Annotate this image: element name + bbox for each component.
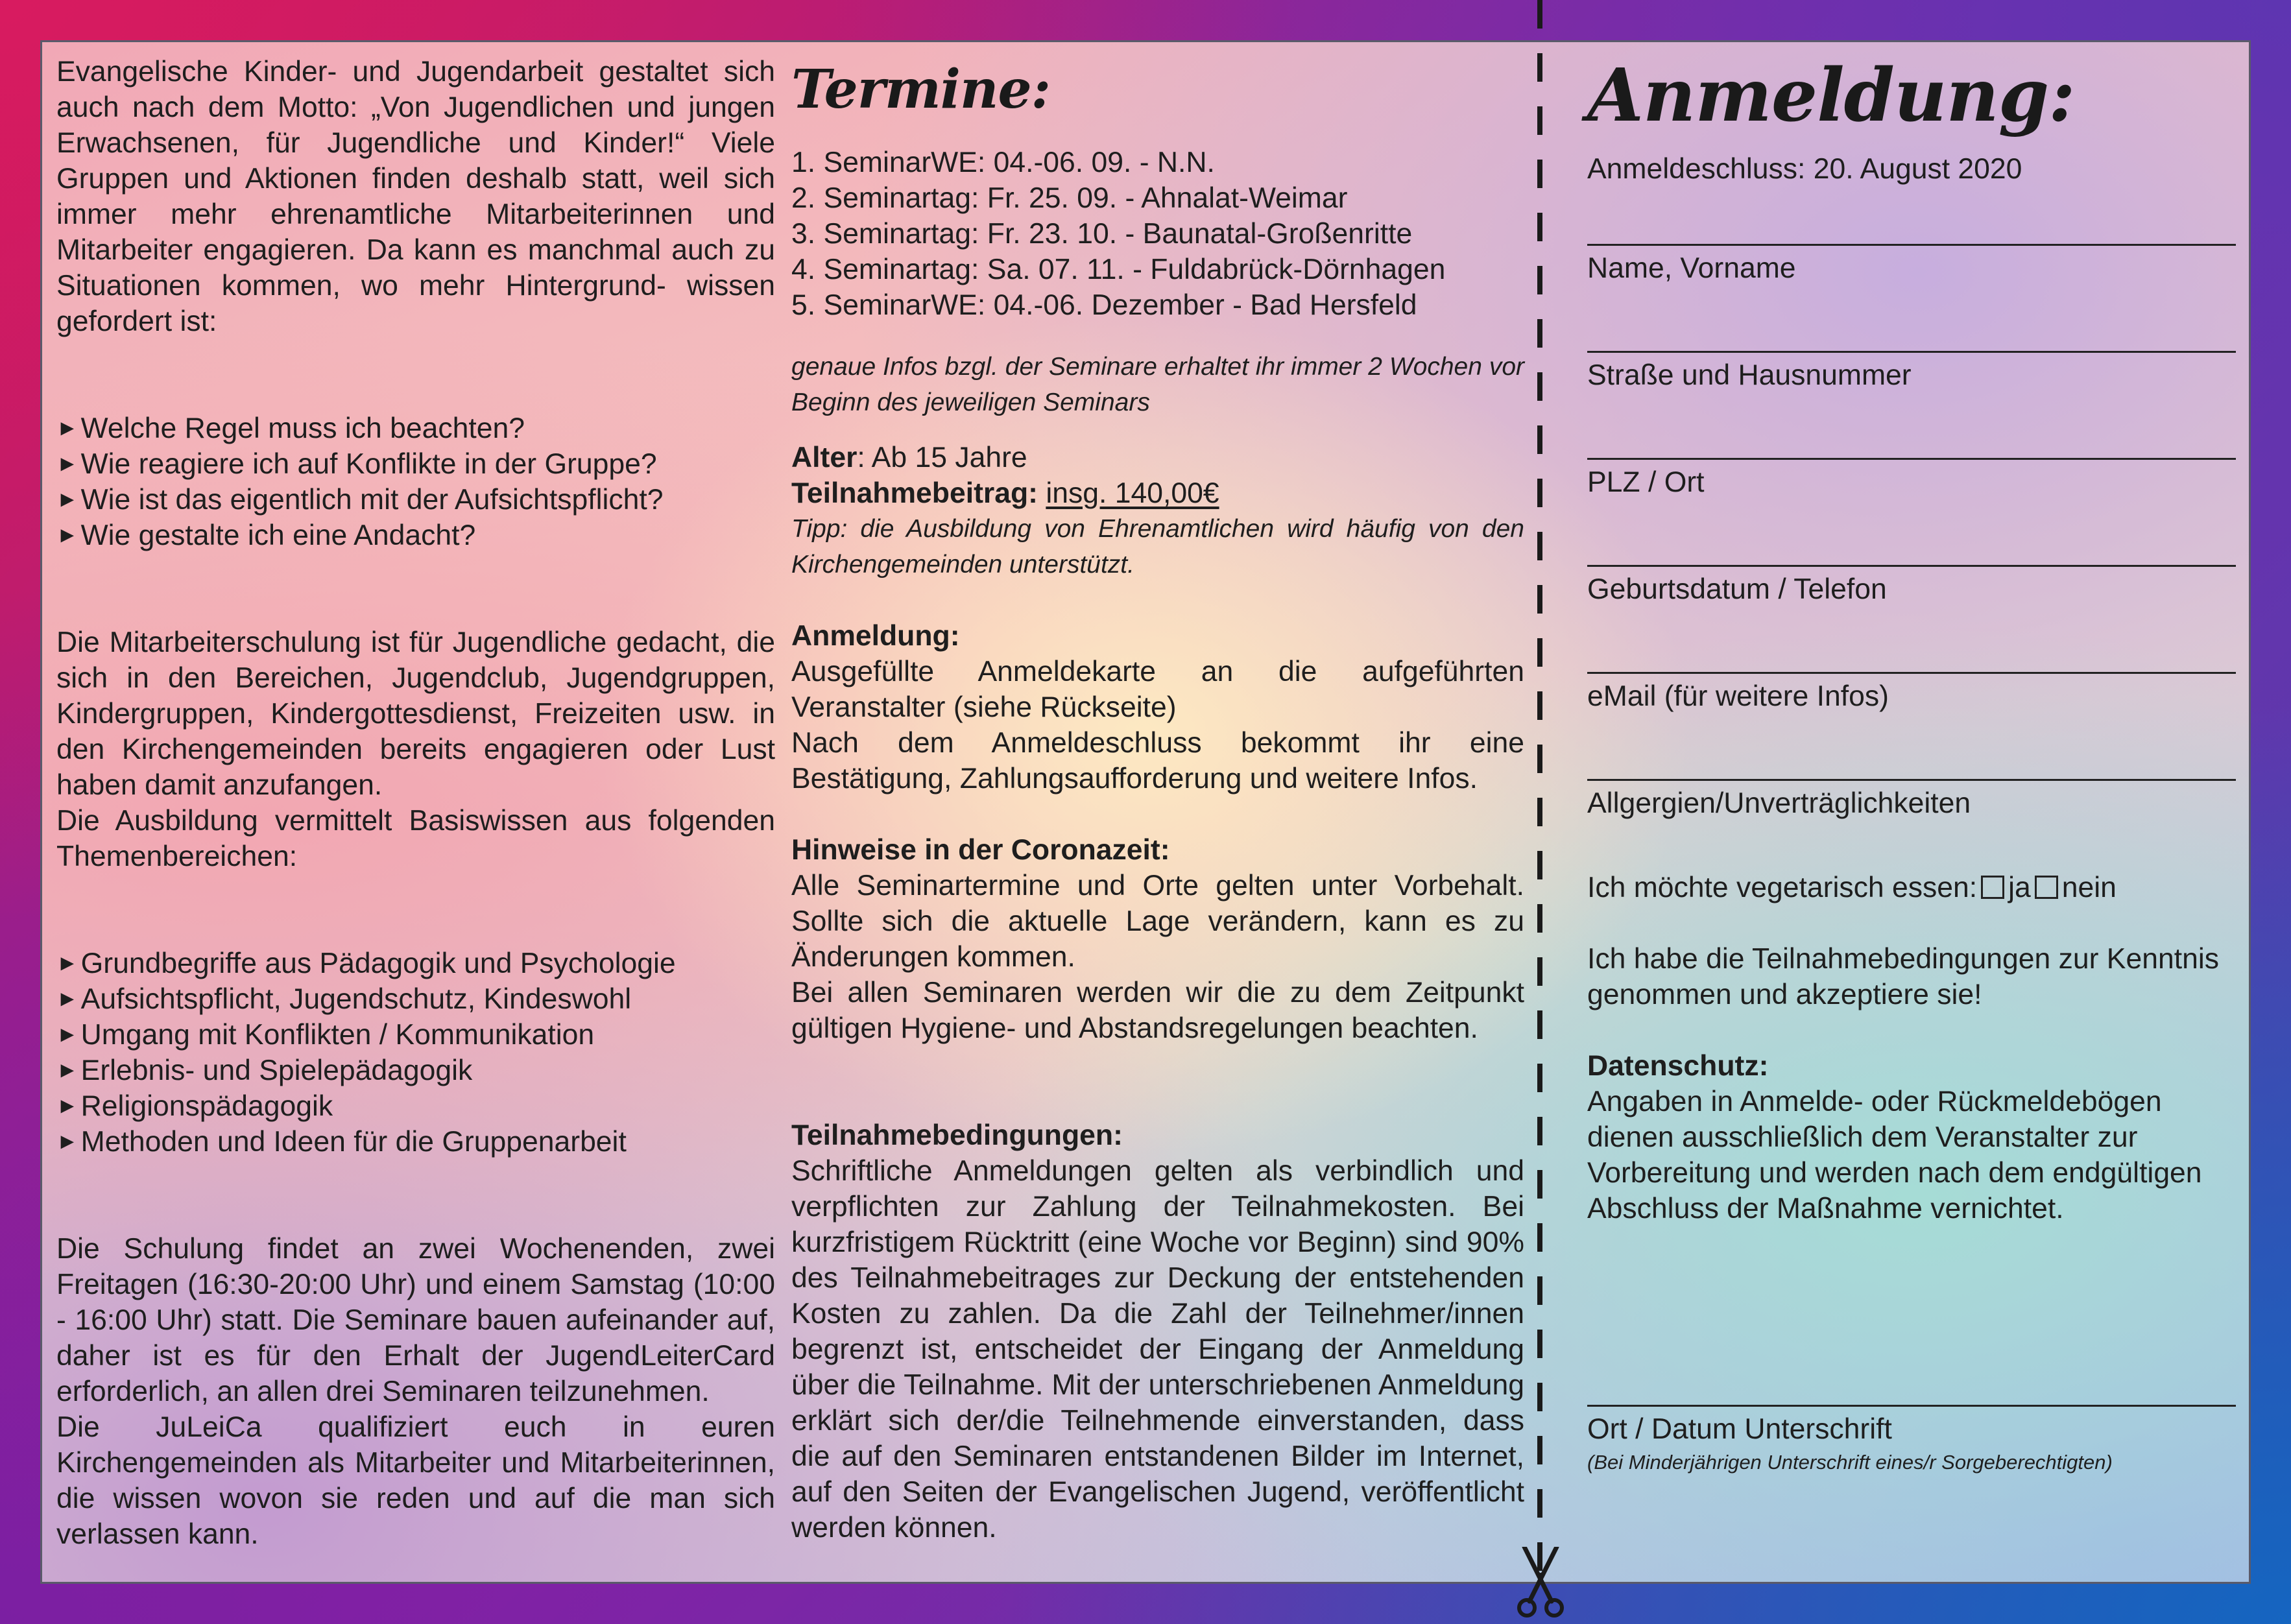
vegetarian-question: Ich möchte vegetarisch essen: ja nein (1587, 872, 2117, 903)
list-item: ►Welche Regel muss ich beachten? (56, 412, 525, 444)
left-column (56, 54, 775, 1552)
age-label: Alter (791, 442, 858, 473)
corona-heading: Hinweise in der Coronazeit: (791, 834, 1170, 866)
list-item: ►Erlebnis- und Spielepädagogik (56, 1055, 473, 1086)
date-item: 2. Seminartag: Fr. 25. 09. - Ahnalat-Weimar (791, 182, 1348, 214)
date-item: 4. Seminartag: Sa. 07. 11. - Fuldabrück-Dörnhagen (791, 254, 1446, 285)
conditions-heading: Teilnahmebedingungen: (791, 1119, 1123, 1151)
field-label: eMail (für weitere Infos) (1587, 680, 1889, 712)
scissors-icon (1515, 1547, 1566, 1618)
allergies-field[interactable] (1587, 779, 2236, 870)
middle-column (791, 54, 1524, 1546)
bullet-arrow-icon: ► (56, 1058, 78, 1082)
conditions-text: Schriftliche Anmeldungen gelten als verbindlich und verpflichten zur Zahlung der Teilnahmekosten. Bei kurzfristigem Rücktritt (eine Woche vor Beginn) sind 90% des Teilnahmebeitrages zur Deckung der entstehenden Kosten zu zahlen. Da die Zahl der Teilnehmer/innen begrenzt ist, entscheidet der Eingang der Anmeldung über die Teilnahme. Mit der unterschriebenen Anmeldung erklärt sich der/die Teilnehmende einverstanden, dass die auf den Seminaren entstandenen Bilder im Internet, auf den Seiten der Evangelischen Jugend, veröffentlicht werden können. (791, 1155, 1524, 1544)
list-item: ►Methoden und Ideen für die Gruppenarbeit (56, 1126, 627, 1158)
veg-yes-checkbox[interactable] (1981, 876, 2004, 899)
field-label: Geburtsdatum / Telefon (1587, 573, 1887, 605)
privacy-heading: Datenschutz: (1587, 1050, 1769, 1082)
date-item: 1. SeminarWE: 04.-06. 09. - N.N. (791, 147, 1215, 178)
corona-text-2: Bei allen Seminaren werden wir die zu dem Zeitpunkt gültigen Hygiene- und Abstandsregelungen beachten. (791, 977, 1524, 1044)
fee-label: Teilnahmebeitrag: (791, 477, 1038, 509)
signature-note: (Bei Minderjährigen Unterschrift eines/r Sorgeberechtigten) (1587, 1451, 2113, 1474)
date-item: 3. Seminartag: Fr. 23. 10. - Baunatal-Großenritte (791, 218, 1413, 250)
street-field[interactable] (1587, 351, 2236, 458)
accept-text: Ich habe die Teilnahmebedingungen zur Kenntnis genommen und akzeptiere sie! (1587, 943, 2219, 1010)
field-label: PLZ / Ort (1587, 466, 1705, 498)
bullet-arrow-icon: ► (56, 1129, 78, 1154)
birthdate-phone-field[interactable] (1587, 565, 2236, 672)
bullet-arrow-icon: ► (56, 487, 78, 512)
veg-yes-label: ja (2008, 872, 2031, 903)
veg-no-label: nein (2061, 872, 2117, 903)
zip-city-field[interactable] (1587, 458, 2236, 565)
fee-tip: Tipp: die Ausbildung von Ehrenamtlichen wird häufig von den Kirchengemeinden unterstützt. (791, 515, 1524, 579)
field-label: Name, Vorname (1587, 252, 1796, 284)
deadline-text: Anmeldeschluss: 20. August 2020 (1587, 153, 2022, 185)
cut-line (1537, 0, 1542, 1582)
list-item: ►Wie ist das eigentlich mit der Aufsichtspflicht? (56, 484, 664, 516)
email-field[interactable] (1587, 672, 2236, 779)
registration-form (1587, 54, 2236, 1475)
registration-text: Ausgefüllte Anmeldekarte an die aufgeführten Veranstalter (siehe Rückseite) (791, 656, 1524, 723)
age-value: : Ab 15 Jahre (857, 442, 1027, 473)
bullet-arrow-icon: ► (56, 951, 78, 975)
list-item: ►Umgang mit Konflikten / Kommunikation (56, 1019, 595, 1051)
info-note: genaue Infos bzgl. der Seminare erhaltet ihr immer 2 Wochen vor Beginn des jeweiligen Seminars (791, 353, 1524, 416)
flyer-panel (40, 40, 2251, 1584)
list-item: ►Grundbegriffe aus Pädagogik und Psychologie (56, 948, 676, 979)
intro-text: Evangelische Kinder- und Jugendarbeit gestaltet sich auch nach dem Motto: „Von Jugendlichen und jungen Erwachsenen, für Jugendliche und Kinder!“ Viele Gruppen und Aktionen finden deshalb statt, weil sich immer mehr ehrenamtliche Mitarbeiterinnen und Mitarbeiter engagieren. Da kann es manchmal auch zu Situationen kommen, wo mehr Hintergrund- wissen gefordert ist: (56, 56, 775, 337)
basis-text: Die Ausbildung vermittelt Basiswissen aus folgenden Themenbereichen: (56, 805, 775, 872)
juleica-text: Die JuLeiCa qualifiziert euch in euren Kirchengemeinden als Mitarbeiter und Mitarbeiterinnen, die wissen wovon sie reden und auf die man sich verlassen kann. (56, 1411, 775, 1550)
list-item: ►Religionspädagogik (56, 1090, 333, 1122)
fee-value: insg. 140,00€ (1046, 477, 1219, 509)
list-item: ►Wie reagiere ich auf Konflikte in der Gruppe? (56, 448, 657, 480)
registration-heading: Anmeldung: (791, 620, 960, 652)
age-line (791, 440, 1524, 475)
privacy-text: Angaben in Anmelde- oder Rückmeldebögen dienen ausschließlich dem Veranstalter zur Vorbereitung und werden nach dem endgültigen Abschluss der Maßnahme vernichtet. (1587, 1086, 2202, 1224)
bullet-arrow-icon: ► (56, 523, 78, 547)
registration-text-2: Nach dem Anmeldeschluss bekommt ihr eine Bestätigung, Zahlungsaufforderung und weitere Infos. (791, 727, 1524, 794)
bullet-arrow-icon: ► (56, 986, 78, 1011)
question-list (56, 411, 775, 553)
veg-no-checkbox[interactable] (2035, 876, 2058, 899)
target-text: Die Mitarbeiterschulung ist für Jugendliche gedacht, die sich in den Bereichen, Jugendclub, Jugendgruppen, Kindergruppen, Kindergottesdienst, Freizeiten usw. in den Kirchengemeinden bereits engagieren oder Lust haben damit anzufangen. (56, 627, 775, 801)
name-field[interactable] (1587, 244, 2236, 351)
topic-list (56, 946, 775, 1160)
fee-line (791, 475, 1524, 511)
field-label: Allgergien/Unverträglichkeiten (1587, 787, 1971, 819)
schedule-text: Die Schulung findet an zwei Wochenenden, zwei Freitagen (16:30-20:00 Uhr) und einem Samstag (10:00 - 16:00 Uhr) statt. Die Seminare bauen aufeinander auf, daher ist es für den Erhalt der JugendLeiterCard erforderlich, an allen drei Seminaren teilzunehmen. (56, 1233, 775, 1407)
list-item: ►Wie gestalte ich eine Andacht? (56, 519, 476, 551)
field-label: Straße und Hausnummer (1587, 359, 1912, 391)
bullet-arrow-icon: ► (56, 416, 78, 440)
list-item: ►Aufsichtspflicht, Jugendschutz, Kindeswohl (56, 983, 632, 1015)
bullet-arrow-icon: ► (56, 1022, 78, 1047)
date-item: 5. SeminarWE: 04.-06. Dezember - Bad Hersfeld (791, 289, 1417, 321)
bullet-arrow-icon: ► (56, 451, 78, 476)
anmeldung-title: Anmeldung: (1587, 53, 2075, 138)
signature-label: Ort / Datum Unterschrift (1587, 1413, 1892, 1445)
signature-field[interactable] (1587, 1405, 2236, 1476)
bullet-arrow-icon: ► (56, 1093, 78, 1118)
corona-text: Alle Seminartermine und Orte gelten unter Vorbehalt. Sollte sich die aktuelle Lage verändern, kann es zu Änderungen kommen. (791, 870, 1524, 973)
termine-title: Termine: (791, 58, 1050, 121)
